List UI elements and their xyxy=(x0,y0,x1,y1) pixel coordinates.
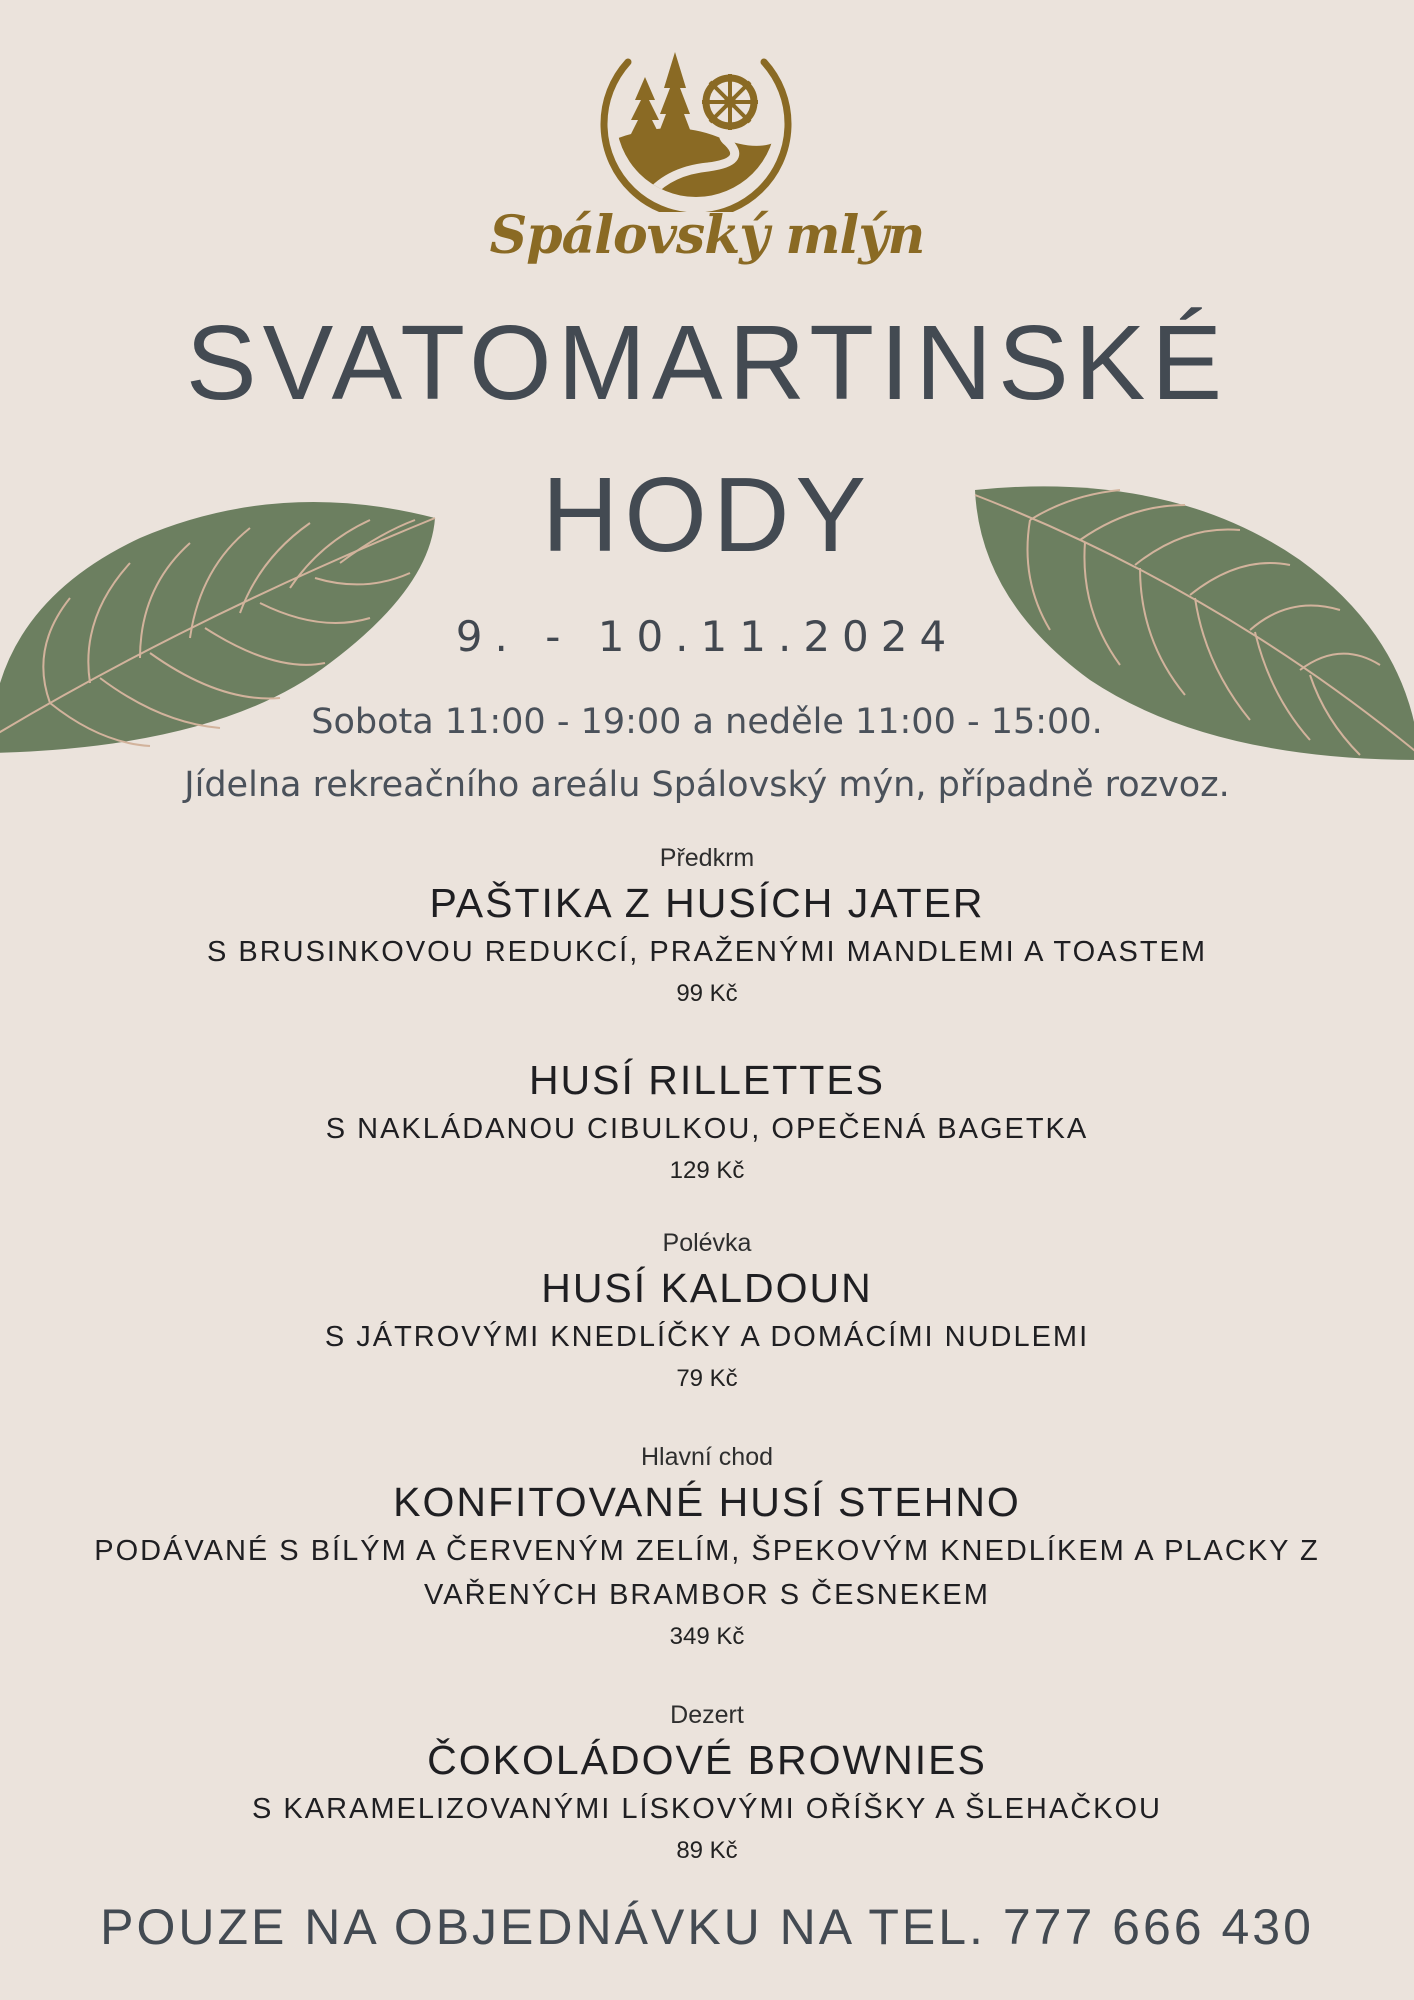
dish-name: ČOKOLÁDOVÉ BROWNIES xyxy=(427,1737,987,1783)
menu-item xyxy=(0,1225,1414,1399)
dish-price: 89 Kč xyxy=(676,1837,738,1864)
menu-item xyxy=(0,1439,1414,1657)
dish-description: PODÁVANÉ S BÍLÝM A ČERVENÝM ZELÍM, ŠPEKOVÝM KNEDLÍKEM A PLACKY Z VAŘENÝCH BRAMBOR S ČESNEKEM xyxy=(94,1535,1320,1611)
order-note: POUZE NA OBJEDNÁVKU NA TEL. 777 666 430 xyxy=(100,1899,1314,1955)
course-label: Hlavní chod xyxy=(640,1443,774,1471)
brand-name: Spálovský mlýn xyxy=(489,205,925,266)
event-hours: Sobota 11:00 - 19:00 a neděle 11:00 - 15:00. xyxy=(311,702,1103,742)
dish-description: S NAKLÁDANOU CIBULKOU, OPEČENÁ BAGETKA xyxy=(325,1113,1089,1145)
event-date: 9. - 10.11.2024 xyxy=(455,612,959,661)
course-label: Polévka xyxy=(662,1229,752,1257)
dish-description: S JÁTROVÝMI KNEDLÍČKY A DOMÁCÍMI NUDLEMI xyxy=(324,1321,1090,1353)
event-location: Jídelna rekreačního areálu Spálovský mýn, případně rozvoz. xyxy=(184,765,1230,805)
dish-name: HUSÍ KALDOUN xyxy=(541,1265,873,1311)
menu-item xyxy=(0,1697,1414,1871)
event-title-line2: HODY xyxy=(541,456,873,574)
dish-name: PAŠTIKA Z HUSÍCH JATER xyxy=(429,880,985,926)
dish-description: S BRUSINKOVOU REDUKCÍ, PRAŽENÝMI MANDLEMI A TOASTEM xyxy=(206,936,1208,968)
course-label: Dezert xyxy=(670,1701,744,1729)
dish-price: 129 Kč xyxy=(669,1157,745,1184)
course-label: Předkrm xyxy=(659,844,755,872)
dish-name: HUSÍ RILLETTES xyxy=(528,1057,886,1103)
mill-forest-logo-icon xyxy=(598,22,794,212)
dish-price: 99 Kč xyxy=(676,980,738,1007)
menu-item xyxy=(0,840,1414,1014)
event-title-line1: SVATOMARTINSKÉ xyxy=(185,304,1229,422)
dish-name: KONFITOVANÉ HUSÍ STEHNO xyxy=(393,1479,1021,1525)
dish-price: 349 Kč xyxy=(669,1623,745,1650)
menu-item xyxy=(0,1053,1414,1191)
dish-price: 79 Kč xyxy=(676,1365,738,1392)
dish-description: S KARAMELIZOVANÝMI LÍSKOVÝMI OŘÍŠKY A ŠLEHAČKOU xyxy=(251,1793,1162,1825)
